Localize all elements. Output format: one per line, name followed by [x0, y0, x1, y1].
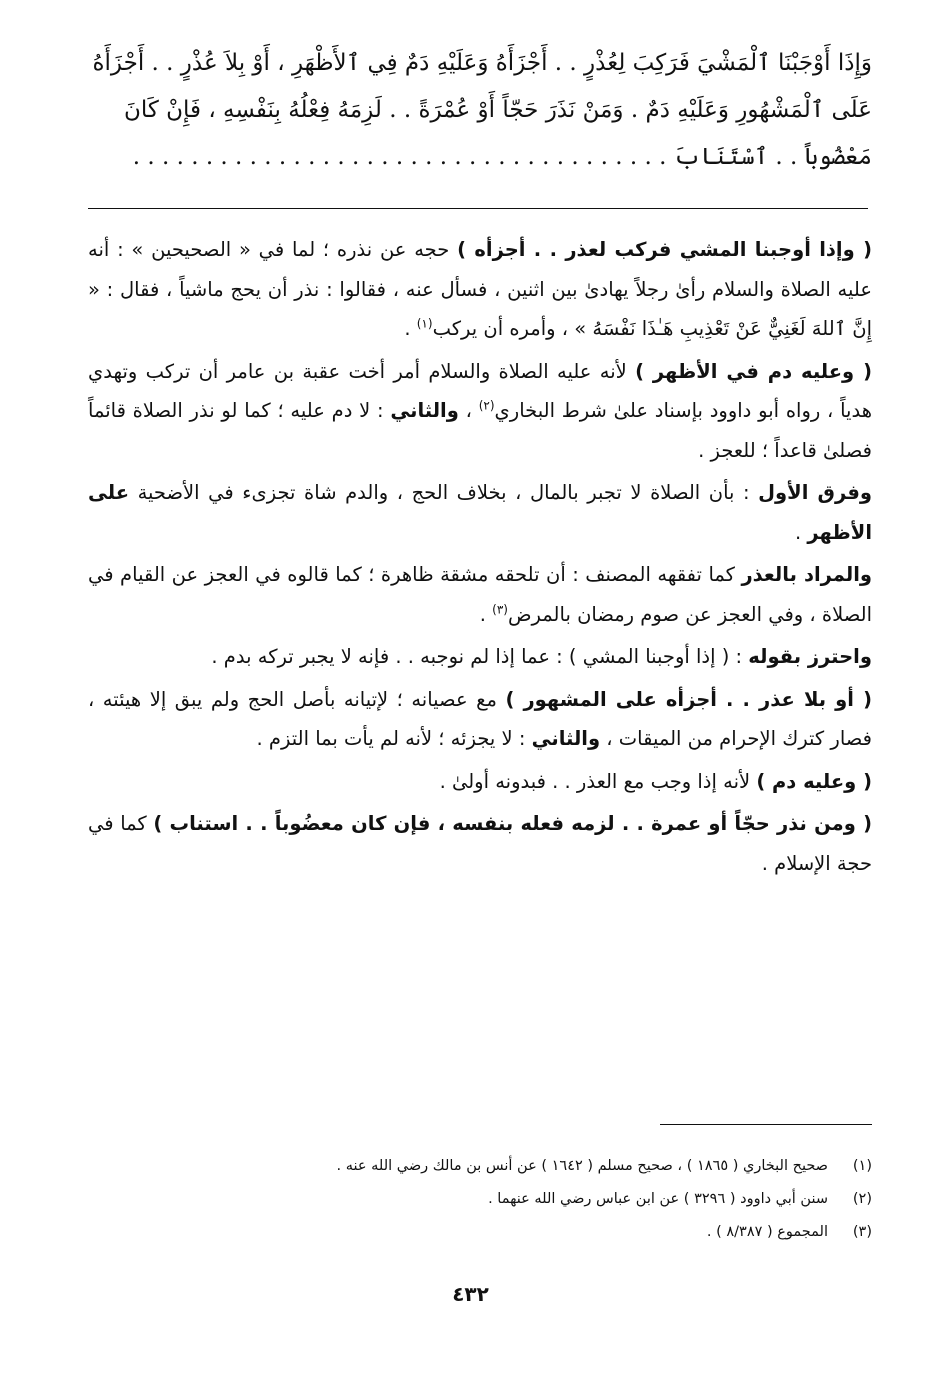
- commentary-bold: ( وعليه دم في الأظهر ): [635, 359, 873, 383]
- commentary-text: ،: [458, 399, 479, 422]
- matn-text: [88, 40, 872, 181]
- commentary-paragraph: [88, 804, 872, 883]
- footnote-number: (٣): [852, 1224, 872, 1240]
- commentary-text: حجه عن نذره ؛ لما في « الصحيحين » : أنه عليه الصلاة والسلام رأىٰ رجلاً يهادىٰ بين اثنين ، فسأل عنه ، فقالوا : نذر أن يحج ماشياً ، فقال : « إِنَّ ٱللهَ لَغَنِيٌّ عَنْ تَعْذِيبِ هَـٰذَا نَفْسَهُ » ، وأمره أن يركب: [88, 238, 872, 340]
- commentary-bold: والثاني: [531, 727, 601, 750]
- footnote-ref: (٣): [492, 602, 508, 616]
- commentary-bold: ( ومن نذر حجّاً أو عمرة . . لزمه فعله بنفسه ، فإن كان معضُوباً . . استناب ): [153, 812, 872, 835]
- commentary-text: لأنه عليه الصلاة والسلام أمر أخت عقبة بن عامر أن تركب وتهدي هدياً ، رواه أبو داوود بإسناد علىٰ شرط البخاري: [88, 359, 873, 422]
- commentary-block: [88, 230, 872, 886]
- footnote: [120, 1183, 872, 1216]
- commentary-bold: ( أو بلا عذر . . أجزأه على المشهور ): [505, 687, 872, 711]
- commentary-bold: والثاني: [390, 399, 459, 422]
- commentary-bold: والمراد بالعذر: [741, 563, 872, 586]
- commentary-bold: على الأظهر: [88, 481, 872, 544]
- matn-line: مَعْضُوباً . . ٱسْتَنَابَ . . . . . . . . . . . . . . . . . . . . . . . . . . . . . . . . . . . . .: [132, 144, 872, 170]
- commentary-text: : لا يجزئه ؛ لأنه لم يأت بما التزم .: [256, 727, 532, 750]
- commentary-paragraph: [88, 555, 872, 634]
- commentary-text: : لا دم عليه ؛ كما لو نذر الصلاة قائماً فصلىٰ قاعداً ؛ للعجز .: [88, 399, 872, 462]
- matn-block: [88, 40, 872, 181]
- commentary-text: كما في حجة الإسلام .: [88, 812, 872, 875]
- matn-line: عَلَى ٱلْمَشْهُورِ وَعَلَيْهِ دَمٌ . وَمَنْ نَذَرَ حَجّاً أَوْ عُمْرَةً . . لَزِمَهُ فِعْلُهُ بِنَفْسِهِ ، فَإِنْ كَانَ: [123, 97, 872, 123]
- commentary-paragraph: [88, 352, 872, 471]
- commentary-paragraph: [88, 473, 872, 552]
- footnote-number: (١): [852, 1158, 872, 1174]
- commentary-bold: ( وعليه دم ): [756, 769, 872, 793]
- footnote-ref: (٢): [478, 398, 495, 413]
- commentary-paragraph: [88, 637, 872, 677]
- commentary-bold: ( وإذا أوجبنا المشي فركب لعذر . . أجزأه ): [457, 238, 873, 261]
- footnote-text: المجموع ( ٨/٣٨٧ ) .: [706, 1224, 828, 1240]
- commentary-text: .: [479, 602, 493, 626]
- matn-line: وَإِذَا أَوْجَبْنَا ٱلْمَشْيَ فَرَكِبَ لِعُذْرٍ . . أَجْزَأَهُ وَعَلَيْهِ دَمٌ فِي ٱلأَظْهَرِ ، أَوْ بِلاَ عُذْرٍ . . أَجْزَأَهُ: [92, 50, 872, 76]
- footnote-text: سنن أبي داوود ( ٣٢٩٦ ) عن ابن عباس رضي الله عنهما .: [488, 1191, 828, 1207]
- page-number: ٤٣٢: [452, 1282, 489, 1306]
- commentary-paragraph: [88, 680, 872, 759]
- footnote: [120, 1216, 872, 1249]
- footnote-text: صحيح البخاري ( ١٨٦٥ ) ، صحيح مسلم ( ١٦٤٢ ) عن أنس بن مالك رضي الله عنه .: [336, 1158, 828, 1174]
- commentary-text: مع عصيانه ؛ لإتيانه بأصل الحج ولم يبق إلا هيئته ، فصار كترك الإحرام من الميقات ،: [88, 687, 872, 750]
- footnote-separator: [660, 1124, 872, 1125]
- commentary-text: لأنه إذا وجب مع العذر . . فبدونه أولىٰ .: [439, 769, 757, 793]
- commentary-text: .: [795, 520, 808, 544]
- commentary-bold: وفرق الأول: [758, 481, 872, 504]
- commentary-bold: واحترز بقوله: [748, 645, 872, 668]
- footnote: [120, 1150, 872, 1183]
- footnote-number: (٢): [852, 1191, 872, 1207]
- footnote-ref: (١): [416, 316, 433, 331]
- commentary-text: كما تفقهه المصنف : أن تلحقه مشقة ظاهرة ؛ كما قالوه في العجز عن القيام في الصلاة ، وفي العجز عن صوم رمضان بالمرض: [88, 563, 872, 626]
- commentary-paragraph: [88, 230, 872, 349]
- matn-separator: [88, 208, 868, 209]
- commentary-text: .: [404, 317, 417, 340]
- commentary-text: : بأن الصلاة لا تجبر بالمال ، بخلاف الحج ، والدم شاة تجزىء في الأضحية: [129, 481, 759, 504]
- footnotes: [120, 1150, 872, 1249]
- commentary-paragraph: [88, 762, 872, 802]
- commentary-text: : ( إذا أوجبنا المشي ) : عما إذا لم نوجبه . . فإنه لا يجبر تركه بدم .: [211, 645, 749, 668]
